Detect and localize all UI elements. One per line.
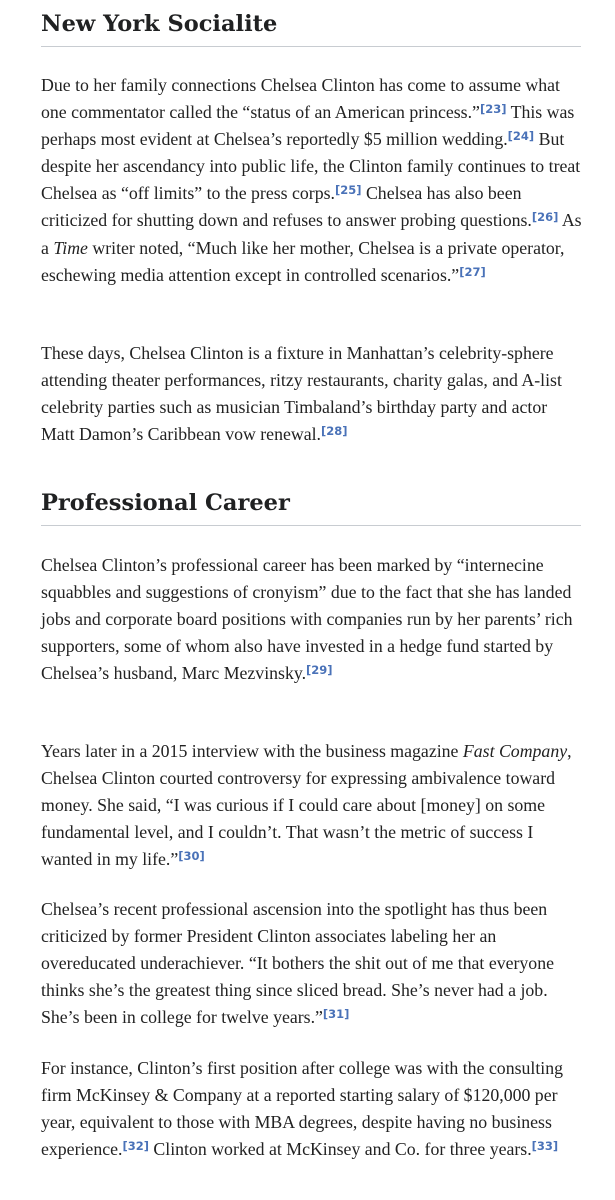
paragraph-text: , Chelsea Clinton courted controversy for expressing ambivalence toward money. She said, “I was curious if I could care about [money] on some fundamental level, and I couldn’t. That wasn’t the metric of success I wanted in my life.” [41,741,572,870]
citation-link[interactable]: [30] [178,849,205,864]
citation-link[interactable]: [25] [334,183,362,198]
section-heading-professional-career: Professional Career [41,489,581,526]
citation-link[interactable]: [33] [531,1139,559,1154]
citation-link[interactable]: [29] [306,663,333,678]
paragraph-text: This was perhaps most evident at Chelsea’s reportedly $5 million wedding. [41,102,575,150]
paragraph-mckinsey [41,1055,585,1163]
paragraph-text: Chelsea has also been criticized for shutting down and refuses to answer probing questions. [41,183,532,231]
paragraph-text: Chelsea’s recent professional ascension into the spotlight has thus been criticized by former President Clinton associates labeling her an overeducated underachiever. “It bothers the shit out of me that everyone thinks she’s the greatest thing since sliced bread. She’s never had a job. She’s been in college for twelve years.” [41,899,554,1028]
paragraph-fast-company-interview [41,738,585,873]
magazine-title: Fast Company [462,741,568,761]
citation-link[interactable]: [32] [122,1139,149,1154]
paragraph-text: These days, Chelsea Clinton is a fixture in Manhattan’s celebrity-sphere attending theater performances, ritzy restaurants, charity galas, and A-list celebrity parties such as musician Timbaland’s birthday party and actor Matt Damon’s Caribbean vow renewal. [41,343,562,445]
magazine-title: Time [53,237,88,258]
paragraph-celebrity-sphere [41,340,585,448]
paragraph-underachiever [41,896,585,1031]
citation-link[interactable]: [27] [459,264,486,279]
paragraph-text: Clinton worked at McKinsey and Co. for three years. [148,1139,532,1160]
paragraph-career-cronyism [41,552,585,687]
paragraph-text: Years later in a 2015 interview with the business magazine [41,741,463,761]
paragraph-text: But despite her ascendancy into public life, the Clinton family continues to treat Chelsea as “off limits” to the press corps. [41,129,581,204]
paragraph-text: Due to her family connections Chelsea Clinton has come to assume what one commentator called the “status of an American princess.” [41,75,560,123]
paragraph-text: Chelsea Clinton’s professional career has been marked by “internecine squabbles and suggestions of cronyism” due to the fact that she has landed jobs and corporate board positions with companies run by her parents’ rich supporters, some of whom also have invested in a hedge fund started by Chelsea’s husband, Marc Mezvinsky. [41,555,573,684]
paragraph-text: For instance, Clinton’s first position after college was with the consulting firm McKinsey & Company at a reported starting salary of $120,000 per year, equivalent to those with MBA degrees, despite having no business experience. [41,1058,563,1160]
paragraph-text: As a [41,210,582,258]
section-heading-new-york-socialite: New York Socialite [41,10,581,47]
paragraph-socialite-status [41,72,585,289]
citation-link[interactable]: [24] [507,129,535,144]
paragraph-text: writer noted, “Much like her mother, Chelsea is a private operator, eschewing media attention except in controlled scenarios.” [41,237,565,285]
citation-link[interactable]: [31] [322,1007,350,1022]
citation-link[interactable]: [23] [479,102,507,117]
citation-link[interactable]: [28] [320,424,348,439]
citation-link[interactable]: [26] [531,210,559,225]
